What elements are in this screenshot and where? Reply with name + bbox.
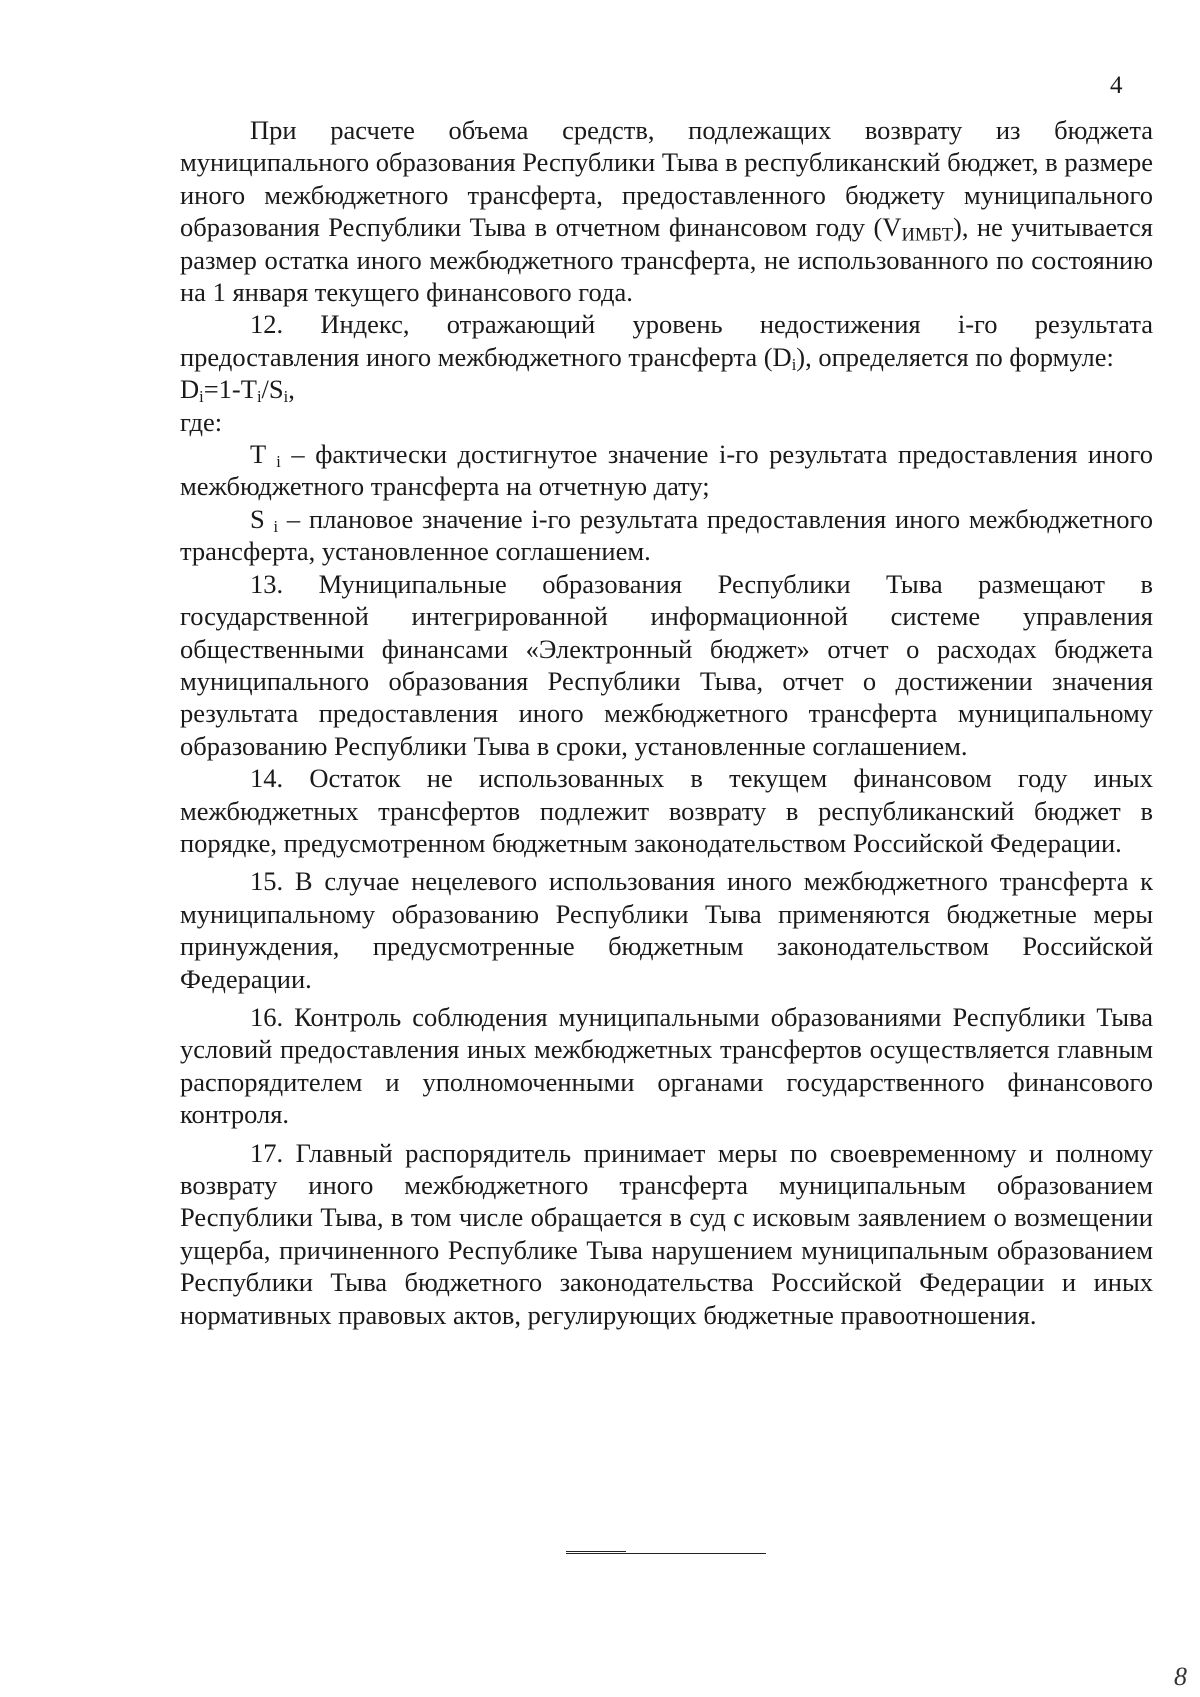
end-of-document-line bbox=[566, 1553, 766, 1554]
paragraph-intro: При расчете объема средств, подлежащих возврату из бюджета муниципального образования Республики Тыва в республиканский бюджет, в размере иного межбюджетного трансферта, предоставленного бюджету муниципального образования Республики Тыва в отчетном финансовом году $(V_{ИМБТ})$, не учитывается размер остатка иного межбюджетного трансферта, не использованного по состоянию на 1 января текущего финансового года. bbox=[180, 115, 1153, 308]
page-number: 4 bbox=[1110, 72, 1123, 99]
paragraph-14: 14. Остаток не использованных в текущем финансовом году иных межбюджетных трансфертов подлежит возврату в республиканский бюджет в порядке, предусмотренном бюджетным законодательством Российской Федерации. bbox=[180, 763, 1153, 858]
paragraph-16: 16. Контроль соблюдения муниципальными образованиями Республики Тыва условий предоставления иных межбюджетных трансфертов осуществляется главным распорядителем и уполномоченными органами государственного финансового контроля. bbox=[180, 1001, 1153, 1130]
document-body bbox=[180, 114, 1153, 1331]
subscript-imbt: ИМБТ bbox=[901, 224, 954, 246]
where-label: где: bbox=[180, 406, 223, 437]
paragraph-13: 13. Муниципальные образования Республики Тыва размещают в государственной интегрированной информационной системе управления общественными финансами «Электронный бюджет» отчет о расходах бюджета муниципального образования Республики Тыва, отчет о достижении значения результата предоставления иного межбюджетного трансферта муниципальному образованию Республики Тыва в сроки, установленные соглашением. bbox=[180, 568, 1153, 761]
paragraph-15: 15. В случае нецелевого использования иного межбюджетного трансферта к муниципальному образованию Республики Тыва применяются бюджетные меры принуждения, предусмотренные бюджетным законодательством Российской Федерации. bbox=[180, 866, 1153, 994]
subscript-i: i bbox=[791, 354, 797, 374]
handwritten-margin-mark: 8 bbox=[1174, 1662, 1187, 1691]
formula: $D_i=1-T_i/S_i$, bbox=[180, 374, 295, 407]
paragraph-17: 17. Главный распорядитель принимает меры по своевременному и полному возврату иного межбюджетного трансферта муниципальным образованием Республики Тыва, в том числе обращается в суд с исковым заявлением о возмещении ущерба, причиненного Республике Тыва нарушением муниципальным образованием Республики Тыва бюджетного законодательства Российской Федерации и иных нормативных правовых актов, регулирующих бюджетные правоотношения. bbox=[180, 1137, 1153, 1330]
paragraph-12: 12. Индекс, отражающий уровень недостижения i-го результата предоставления иного межбюджетного трансферта $(D_i)$, определяется по формуле: bbox=[180, 309, 1153, 374]
definition-s: S $_i$ – плановое значение i-го результата предоставления иного межбюджетного трансферта, установленное соглашением. bbox=[180, 503, 1153, 567]
definition-t: T $_i$ – фактически достигнутое значение i-го результата предоставления иного межбюджетного трансферта на отчетную дату; bbox=[180, 439, 1154, 502]
